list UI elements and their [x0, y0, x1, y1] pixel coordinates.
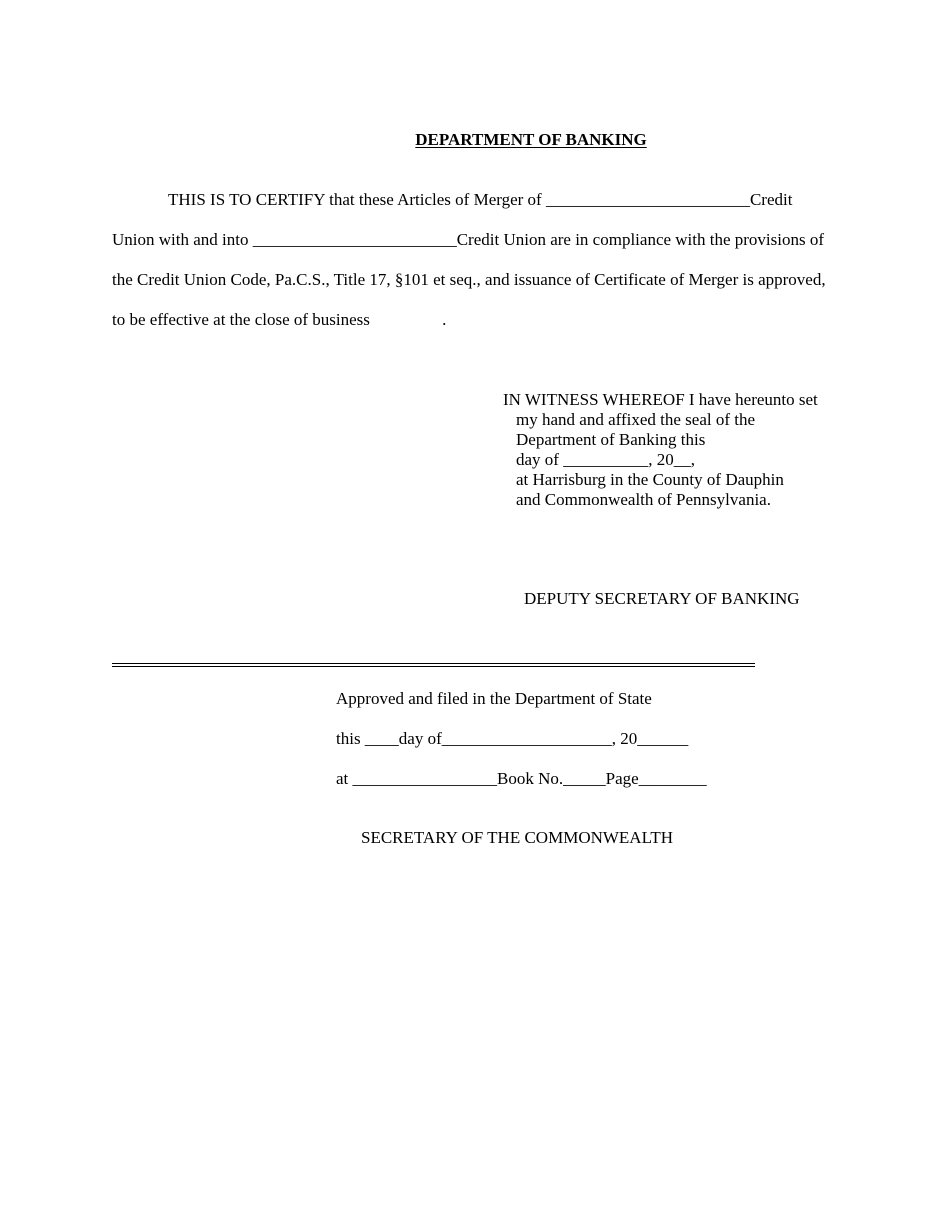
secretary-commonwealth-signature-label: SECRETARY OF THE COMMONWEALTH: [361, 828, 674, 847]
witness-line-3: Department of Banking this: [516, 430, 706, 449]
witness-line-5: at Harrisburg in the County of Dauphin: [516, 470, 784, 489]
state-filing-line-2: this ____day of____________________, 20______: [336, 729, 689, 748]
section-divider: [112, 663, 755, 667]
witness-line-6: and Commonwealth of Pennsylvania.: [516, 490, 771, 509]
certify-line-3: the Credit Union Code, Pa.C.S., Title 17, §101 et seq., and issuance of Certificate of Merger is approved,: [112, 270, 826, 289]
certify-line-4: to be effective at the close of business .: [112, 310, 447, 329]
certify-line-2: Union with and into ________________________Credit Union are in compliance with the provisions of: [112, 230, 825, 249]
deputy-secretary-signature-label: DEPUTY SECRETARY OF BANKING: [524, 589, 800, 608]
document-title: DEPARTMENT OF BANKING: [415, 130, 647, 149]
witness-line-2: my hand and affixed the seal of the: [516, 410, 756, 429]
witness-block: [503, 390, 818, 510]
certify-line-1: THIS IS TO CERTIFY that these Articles of Merger of ________________________Credit: [168, 190, 793, 209]
state-filing-line-3: at _________________Book No._____Page________: [336, 769, 707, 788]
witness-line-1: IN WITNESS WHEREOF I have hereunto set: [503, 390, 818, 409]
witness-line-4: day of __________, 20__,: [516, 450, 695, 469]
state-filing-line-1: Approved and filed in the Department of State: [336, 689, 652, 708]
